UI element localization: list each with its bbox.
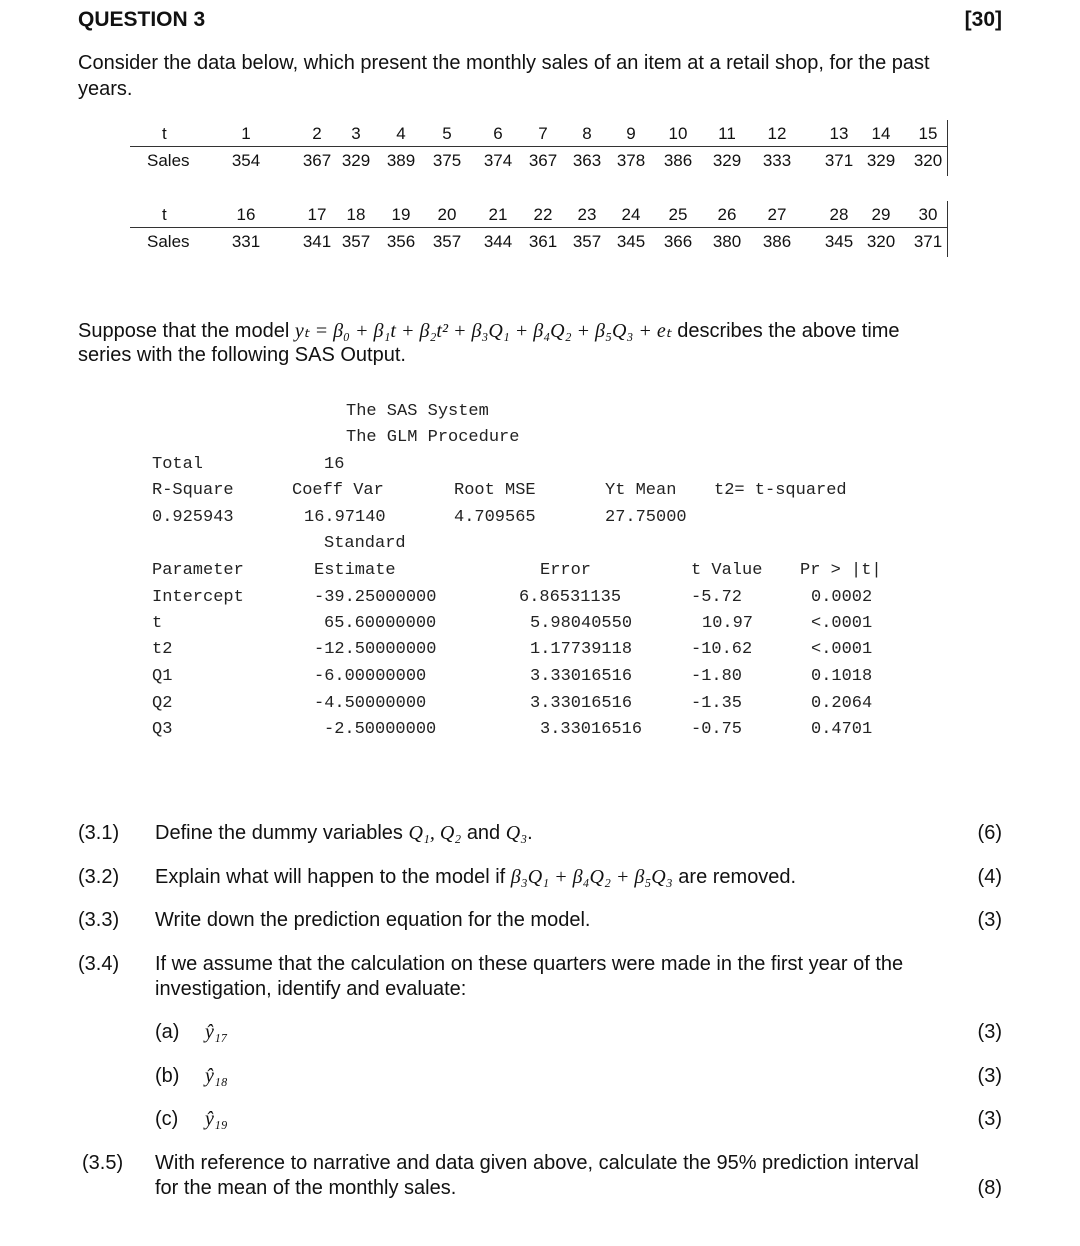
t-cell: 13 [829, 124, 849, 143]
table2-rule [130, 227, 948, 228]
intro-line2: years. [78, 78, 133, 100]
parameter-name: t [152, 614, 163, 633]
q32-num: (3.2) [78, 866, 120, 888]
p-value: <.0001 [811, 614, 873, 633]
estimate-value: -4.50000000 [314, 694, 427, 713]
std-error-value: 3.33016516 [540, 720, 643, 739]
ytmean-label: Yt Mean [605, 481, 677, 500]
ytmean-value: 27.75000 [605, 508, 687, 527]
coeffvar-value: 16.97140 [304, 508, 386, 527]
estimate-value: -6.00000000 [314, 667, 427, 686]
q31-marks: (6) [977, 822, 1002, 844]
t-label: t [162, 205, 167, 224]
sales-cell: 389 [386, 151, 416, 170]
t-cell: 2 [312, 124, 322, 143]
rootmse-value: 4.709565 [454, 508, 536, 527]
q34c-marks: (3) [977, 1108, 1002, 1130]
t-cell: 8 [582, 124, 592, 143]
sales-cell: 367 [302, 151, 332, 170]
sales-cell: 357 [341, 232, 371, 251]
sales-cell: 357 [432, 232, 462, 251]
sales-cell: 366 [663, 232, 693, 251]
table1-edge [947, 120, 948, 176]
sales-cell: 357 [572, 232, 602, 251]
sales-cell: 331 [231, 232, 261, 251]
q32-a: Explain what will happen to the model if [155, 866, 506, 888]
sas-title-2: The GLM Procedure [346, 428, 520, 447]
estimate-value: 65.60000000 [324, 614, 437, 633]
p-value: 0.2064 [811, 694, 873, 713]
sales-cell: 345 [824, 232, 854, 251]
q34a-symbol: ŷ₁₇ [205, 1021, 228, 1043]
p-value: 0.1018 [811, 667, 873, 686]
head-pr: Pr > |t| [800, 561, 882, 580]
sales-cell: 344 [483, 232, 513, 251]
std-error-value: 3.33016516 [530, 667, 633, 686]
q34b-label: (b) [155, 1065, 180, 1087]
t-cell: 29 [871, 205, 891, 224]
sas-title-1: The SAS System [346, 402, 489, 421]
parameter-name: Intercept [152, 588, 244, 607]
t-cell: 18 [346, 205, 366, 224]
rsquare-value: 0.925943 [152, 508, 234, 527]
t-cell: 25 [668, 205, 688, 224]
sales-cell: 333 [762, 151, 792, 170]
t-cell: 21 [488, 205, 508, 224]
q34c-symbol: ŷ₁₉ [205, 1108, 228, 1130]
q34a-marks: (3) [977, 1021, 1002, 1043]
sales-cell: 320 [913, 151, 943, 170]
parameter-name: t2 [152, 640, 173, 659]
question-title: QUESTION 3 [78, 8, 206, 31]
t-cell: 27 [767, 205, 787, 224]
sales-cell: 380 [712, 232, 742, 251]
q31-c: and [466, 822, 501, 844]
model-line2: series with the following SAS Output. [78, 344, 406, 366]
standard-label: Standard [324, 534, 406, 553]
q32-marks: (4) [977, 866, 1002, 888]
q34c-label: (c) [155, 1108, 179, 1130]
head-parameter: Parameter [152, 561, 244, 580]
q31-b: Q₁, Q₂ [408, 822, 462, 844]
sales-cell: 329 [712, 151, 742, 170]
model-line1 [78, 318, 900, 343]
t-cell: 14 [871, 124, 891, 143]
rsquare-label: R-Square [152, 481, 234, 500]
coeffvar-label: Coeff Var [292, 481, 384, 500]
p-value: <.0001 [811, 640, 873, 659]
q31-e: . [527, 822, 533, 844]
sales-cell: 329 [866, 151, 896, 170]
t-cell: 17 [307, 205, 327, 224]
t-cell: 12 [767, 124, 787, 143]
q35-line1: With reference to narrative and data given above, calculate the 95% prediction interval [155, 1152, 919, 1174]
t-cell: 6 [493, 124, 503, 143]
t-cell: 20 [437, 205, 457, 224]
estimate-value: -39.25000000 [314, 588, 437, 607]
parameter-name: Q3 [152, 720, 173, 739]
t-cell: 3 [351, 124, 361, 143]
q31-text [155, 822, 533, 845]
q35-marks: (8) [977, 1177, 1002, 1199]
std-error-value: 3.33016516 [530, 694, 633, 713]
t-cell: 1 [241, 124, 251, 143]
t-cell: 7 [538, 124, 548, 143]
sales-cell: 345 [616, 232, 646, 251]
q31-num: (3.1) [78, 822, 120, 844]
q31-d: Q₃ [505, 822, 528, 844]
parameter-name: Q2 [152, 694, 173, 713]
rootmse-label: Root MSE [454, 481, 536, 500]
q34b-symbol: ŷ₁₈ [205, 1065, 228, 1087]
t-cell: 10 [668, 124, 688, 143]
q34-num: (3.4) [78, 953, 120, 975]
head-tvalue: t Value [691, 561, 763, 580]
q34a-label: (a) [155, 1021, 180, 1043]
model-equation: yₜ = β₀ + β₁t + β₂t² + β₃Q₁ + β₄Q₂ + β₅Q₃ + eₜ [294, 320, 672, 342]
sales-cell: 361 [528, 232, 558, 251]
sales-cell: 356 [386, 232, 416, 251]
q32-b: β₃Q₁ + β₄Q₂ + β₅Q₃ [510, 866, 673, 888]
t2-note: t2= t-squared [714, 481, 847, 500]
t-cell: 4 [396, 124, 406, 143]
std-error-value: 1.17739118 [530, 640, 633, 659]
sales-cell: 341 [302, 232, 332, 251]
t-value: -5.72 [691, 588, 743, 607]
table1-rule [130, 146, 948, 147]
q35-num: (3.5) [82, 1152, 124, 1174]
sales-cell: 374 [483, 151, 513, 170]
total-label: Total [152, 455, 204, 474]
model-prefix: Suppose that the model [78, 320, 290, 342]
p-value: 0.4701 [811, 720, 873, 739]
t-cell: 24 [621, 205, 641, 224]
estimate-value: -2.50000000 [324, 720, 437, 739]
t-cell: 30 [918, 205, 938, 224]
q34b-marks: (3) [977, 1065, 1002, 1087]
t-value: -0.75 [691, 720, 743, 739]
q32-c: are removed. [678, 866, 797, 888]
q33-text: Write down the prediction equation for the model. [155, 909, 591, 931]
sales-cell: 386 [762, 232, 792, 251]
t-cell: 26 [717, 205, 737, 224]
table2-edge [947, 201, 948, 257]
sales-cell: 354 [231, 151, 261, 170]
sales-cell: 371 [913, 232, 943, 251]
q32-text [155, 866, 796, 889]
t-cell: 9 [626, 124, 636, 143]
q31-a: Define the dummy variables [155, 822, 403, 844]
sales-cell: 329 [341, 151, 371, 170]
sales-cell: 367 [528, 151, 558, 170]
t-value: 10.97 [702, 614, 754, 633]
q33-num: (3.3) [78, 909, 120, 931]
q34-line2: investigation, identify and evaluate: [155, 978, 467, 1000]
t-cell: 11 [718, 124, 736, 143]
q34-line1: If we assume that the calculation on these quarters were made in the first year of the [155, 953, 904, 975]
parameter-name: Q1 [152, 667, 173, 686]
t-cell: 5 [442, 124, 452, 143]
question-marks: [30] [964, 8, 1002, 31]
t-cell: 23 [577, 205, 597, 224]
head-estimate: Estimate [314, 561, 396, 580]
q35-line2: for the mean of the monthly sales. [155, 1177, 457, 1199]
sales-cell: 378 [616, 151, 646, 170]
t-cell: 16 [236, 205, 256, 224]
head-error: Error [540, 561, 592, 580]
t-value: -1.80 [691, 667, 743, 686]
sales-cell: 320 [866, 232, 896, 251]
t-label: t [162, 124, 167, 143]
t-cell: 22 [533, 205, 553, 224]
t-cell: 15 [918, 124, 938, 143]
p-value: 0.0002 [811, 588, 873, 607]
total-value: 16 [324, 455, 345, 474]
sales-cell: 386 [663, 151, 693, 170]
sales-label: Sales [147, 232, 190, 251]
sales-cell: 363 [572, 151, 602, 170]
q33-marks: (3) [977, 909, 1002, 931]
estimate-value: -12.50000000 [314, 640, 437, 659]
std-error-value: 6.86531135 [519, 588, 622, 607]
t-value: -1.35 [691, 694, 743, 713]
intro-line1: Consider the data below, which present the monthly sales of an item at a retail shop, for the past [78, 52, 930, 74]
t-cell: 28 [829, 205, 849, 224]
std-error-value: 5.98040550 [530, 614, 633, 633]
model-suffix: describes the above time [677, 320, 900, 342]
sales-cell: 375 [432, 151, 462, 170]
sales-cell: 371 [824, 151, 854, 170]
t-cell: 19 [391, 205, 411, 224]
t-value: -10.62 [691, 640, 753, 659]
sales-label: Sales [147, 151, 190, 170]
